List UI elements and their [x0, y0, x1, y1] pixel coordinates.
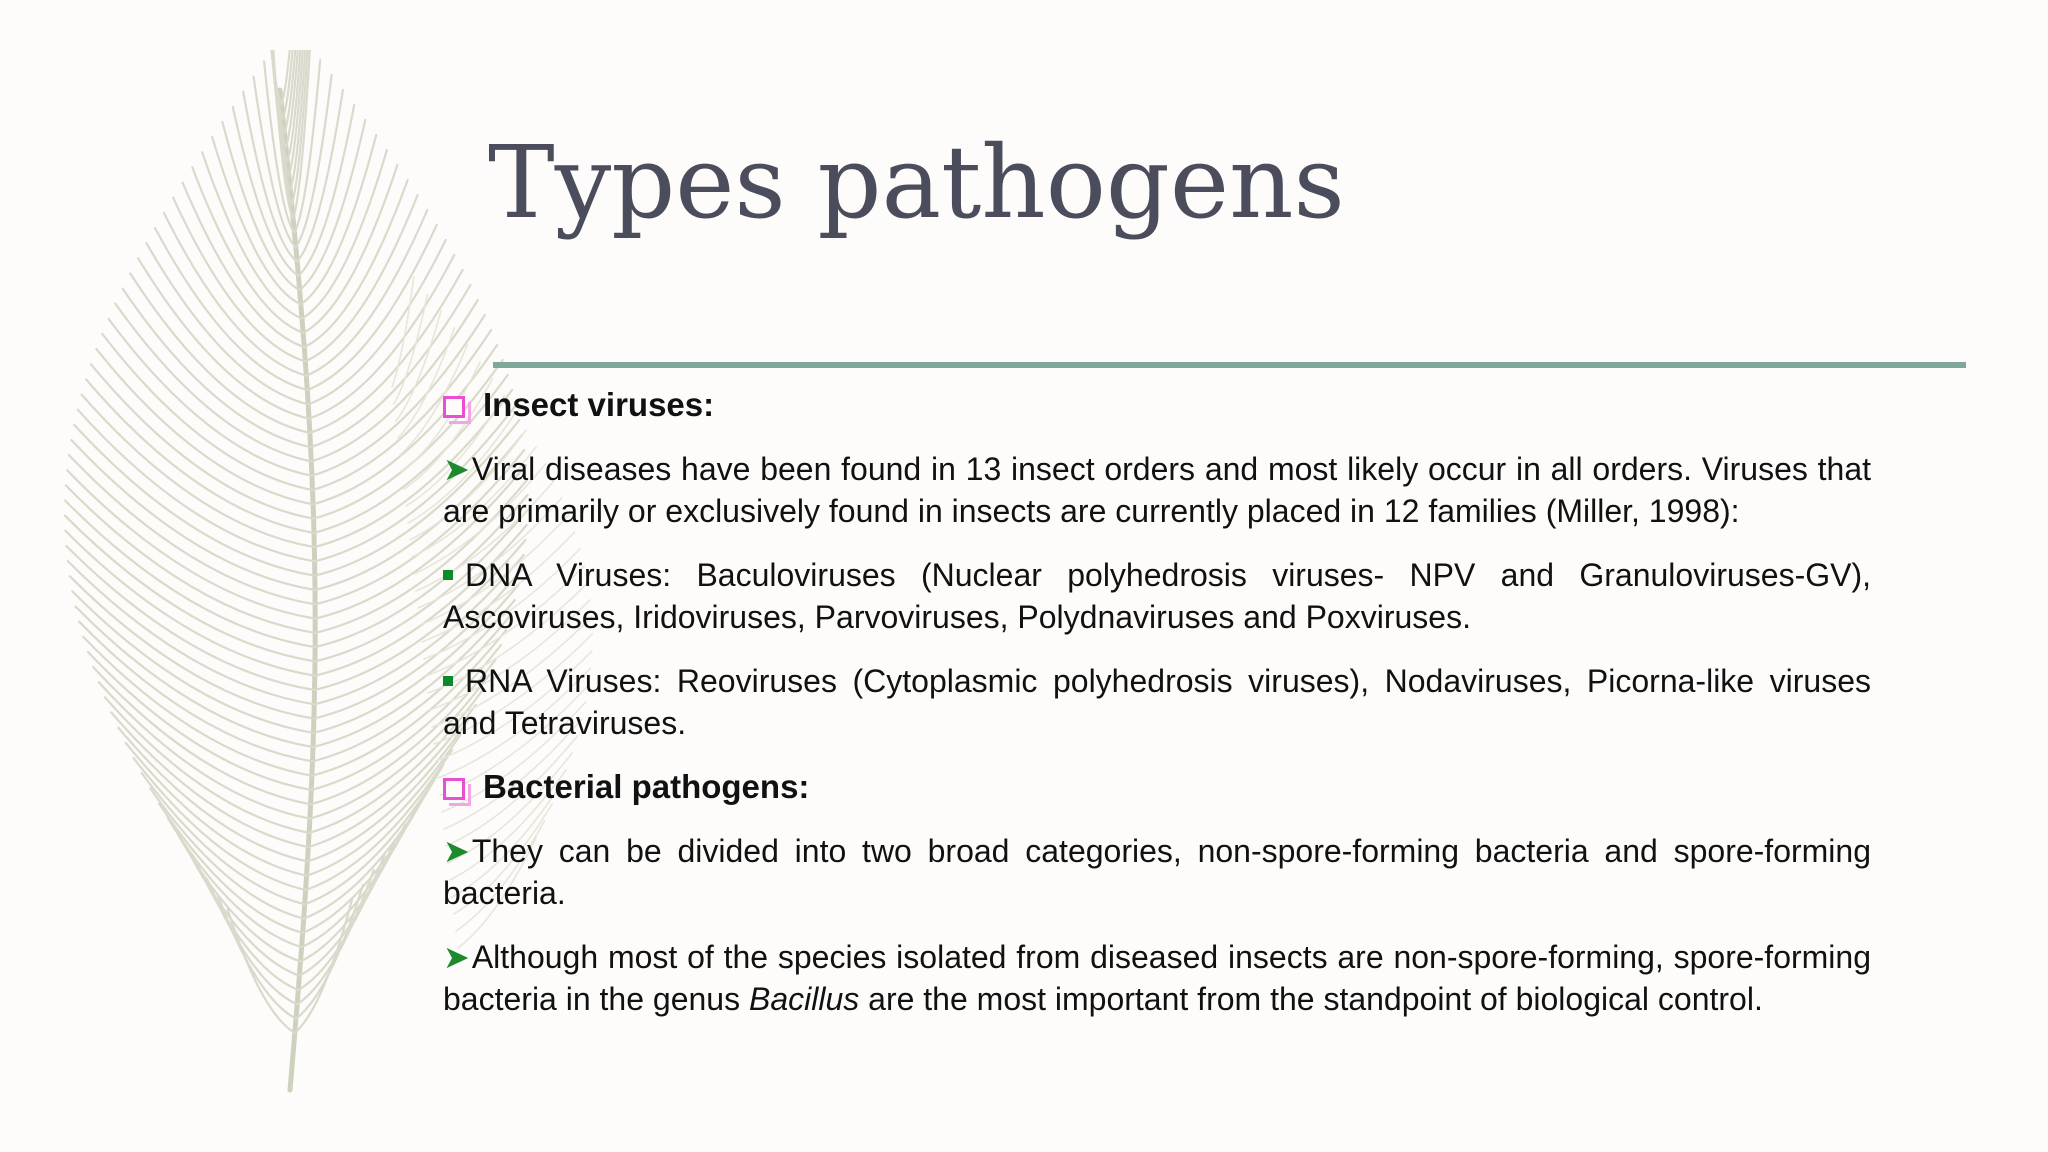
section-heading-insect-viruses: Insect viruses: [443, 384, 1871, 426]
slide-body [443, 384, 1871, 1042]
arrowhead-icon: ➤ [443, 939, 470, 975]
list-item-rna-viruses: RNA Viruses: Reoviruses (Cytoplasmic polyhedrosis viruses), Nodaviruses, Picorna-like viruses and Tetraviruses. [443, 663, 1871, 741]
paragraph-bacteria-categories: ➤They can be divided into two broad categories, non-spore-forming bacteria and spore-forming bacteria. [443, 833, 1871, 911]
title-divider [493, 362, 1966, 368]
section-heading-bacterial-pathogens: Bacterial pathogens: [443, 766, 1871, 808]
paragraph-viral-diseases: ➤Viral diseases have been found in 13 insect orders and most likely occur in all orders. Viruses that are primarily or exclusively found in insects are currently placed in 12 families (Miller, 1998): [443, 451, 1871, 529]
small-square-icon [443, 676, 453, 686]
arrowhead-icon: ➤ [443, 451, 470, 487]
square-outline-icon [443, 778, 465, 800]
small-square-icon [443, 570, 453, 580]
slide-title: Types pathogens [488, 124, 1345, 241]
square-outline-icon [443, 396, 465, 418]
arrowhead-icon: ➤ [443, 833, 470, 869]
list-item-dna-viruses: DNA Viruses: Baculoviruses (Nuclear polyhedrosis viruses- NPV and Granuloviruses-GV), Ascoviruses, Iridoviruses, Parvoviruses, Polydnaviruses and Poxviruses. [443, 557, 1871, 635]
genus-name: Bacillus [748, 981, 860, 1017]
paragraph-bacillus: ➤Although most of the species isolated from diseased insects are non-spore-forming, spore-forming bacteria in the genus Bacillus are the most important from the standpoint of biological control. [443, 939, 1871, 1017]
